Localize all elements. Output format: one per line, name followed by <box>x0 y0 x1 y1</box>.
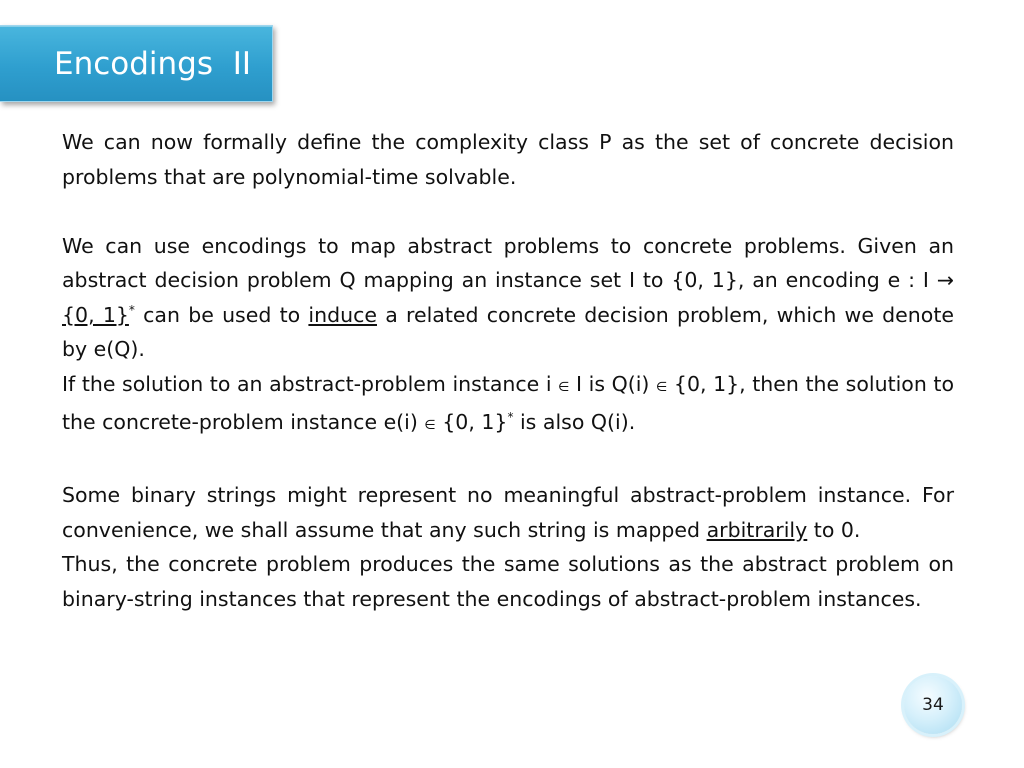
paragraph-thus <box>62 547 954 616</box>
underlined-arbitrarily: arbitrarily <box>706 517 808 542</box>
paragraph-text: If the solution to an abstract-problem instance i <box>62 371 559 396</box>
paragraph-gap <box>62 444 954 479</box>
paragraph-text: a related concrete decision problem, which we denote by e(Q). <box>62 302 954 361</box>
paragraph-text: Some binary strings might represent no meaningful abstract-problem instance. For convenience, we shall assume that any such string is mapped <box>62 483 954 542</box>
slide-title-box <box>0 25 273 102</box>
kleene-star: * <box>507 410 514 425</box>
slide-body <box>62 125 954 616</box>
kleene-star: * <box>128 302 135 317</box>
paragraph-text: {0, 1} <box>435 410 508 434</box>
paragraph-text: {0, 1}, then the solution to the concrete-problem instance e(i) <box>62 371 954 434</box>
paragraph-text: I is Q(i) <box>569 371 656 396</box>
paragraph-class-p <box>62 125 954 194</box>
paragraph-text: We can use encodings to map abstract problems to concrete problems. Given an abstract decision problem Q mapping an instance set I to {0, 1}, an encoding e : I → <box>62 233 954 292</box>
page-number-badge <box>904 676 962 734</box>
page-number: 34 <box>922 695 944 715</box>
underlined-induce: induce <box>308 302 377 327</box>
paragraph-encodings <box>62 229 954 367</box>
element-of-symbol: ∈ <box>424 418 436 433</box>
underlined-set: {0, 1} <box>62 302 129 327</box>
paragraph-solution <box>62 367 954 444</box>
paragraph-text: is also Q(i). <box>513 410 636 434</box>
paragraph-text: Thus, the concrete problem produces the same solutions as the abstract problem on binary-string instances that represent the encodings of abstract-problem instances. <box>62 552 954 611</box>
slide-title: Encodings II <box>54 46 252 82</box>
paragraph-gap <box>62 194 954 229</box>
paragraph-binary-strings <box>62 478 954 547</box>
element-of-symbol: ∈ <box>558 379 570 395</box>
paragraph-text: can be used to <box>134 302 309 327</box>
paragraph-text: We can now formally define the complexity class P as the set of concrete decision problems that are polynomial-time solvable. <box>62 130 954 189</box>
element-of-symbol: ∈ <box>656 379 668 395</box>
paragraph-text: to 0. <box>807 517 861 542</box>
